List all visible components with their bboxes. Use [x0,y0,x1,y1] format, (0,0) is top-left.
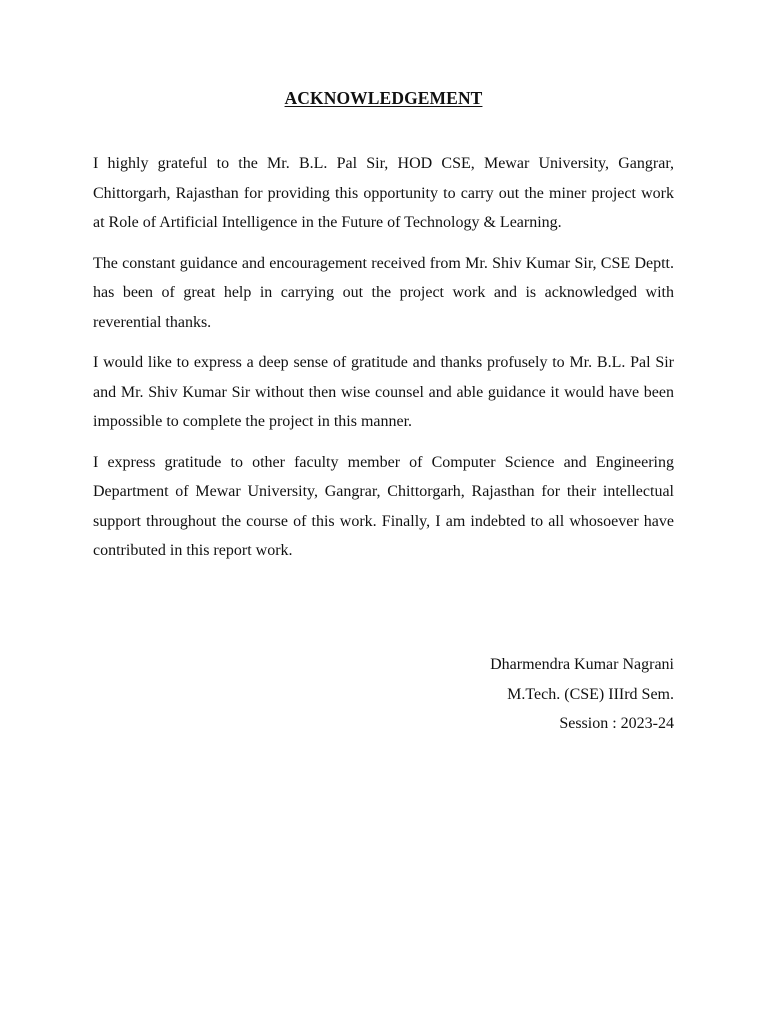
paragraph-4: I express gratitude to other faculty member of Computer Science and Engineering Department of Mewar University, Gangrar, Chittorgarh, Rajasthan for their intellectual support throughout the course of this work. Finally, I am indebted to all whosoever have contributed in this report work. [93,453,674,559]
paragraph-2: The constant guidance and encouragement received from Mr. Shiv Kumar Sir, CSE Deptt. has been of great help in carrying out the project work and is acknowledged with reverential thanks. [93,254,674,331]
paragraph-1: I highly grateful to the Mr. B.L. Pal Sir, HOD CSE, Mewar University, Gangrar, Chittorgarh, Rajasthan for providing this opportunity to carry out the miner project work at Role of Artificial Intelligence in the Future of Technology & Learning. [93,155,674,231]
author-program: M.Tech. (CSE) IIIrd Sem. [507,685,674,703]
acknowledgement-body [93,149,674,577]
signature-block [374,650,674,739]
document-page [93,0,674,1024]
paragraph-3: I would like to express a deep sense of gratitude and thanks profusely to Mr. B.L. Pal Sir and Mr. Shiv Kumar Sir without then wise counsel and able guidance it would have been impossible to complete the project in this manner. [93,354,674,430]
author-name: Dharmendra Kumar Nagrani [490,656,674,673]
author-session: Session : 2023-24 [559,715,674,732]
page-title: ACKNOWLEDGEMENT [284,88,483,108]
